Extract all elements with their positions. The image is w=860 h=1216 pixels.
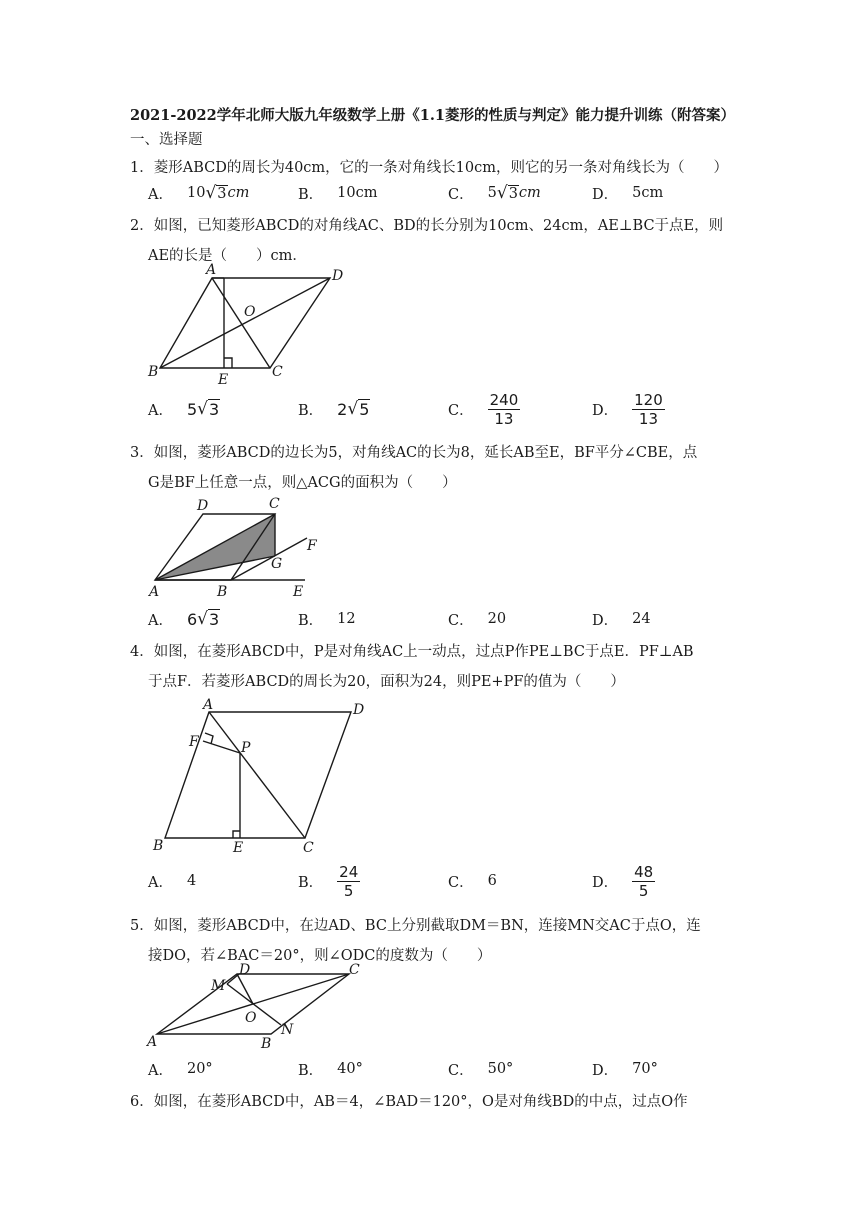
q2-label-e: E [218, 372, 229, 388]
q1-option-b[interactable]: B． 10cm [298, 185, 378, 203]
question-5-options [148, 1052, 748, 1086]
question-4-line2: 于点F．若菱形ABCD的周长为20，面积为24，则PE+PF的值为（ ） [148, 674, 625, 690]
question-2 [130, 214, 730, 264]
q2-option-b[interactable]: B． 2 √ 5 [298, 399, 370, 419]
question-4-options [148, 864, 748, 898]
q4-option-b[interactable]: B． $\frac{24}{5}$ [298, 862, 359, 900]
q4-option-a[interactable]: A． 4 [148, 873, 197, 891]
question-4 [130, 640, 730, 690]
q5-option-a[interactable]: A． 20° [148, 1061, 213, 1079]
q4-label-d: D [353, 702, 365, 718]
q5-label-m: M [211, 978, 226, 994]
q2-label-d: D [332, 268, 344, 284]
q5-label-d: D [239, 962, 251, 978]
figure-q2 [140, 262, 360, 392]
q4-label-p: P [241, 740, 251, 756]
figure-q5 [145, 962, 375, 1052]
question-1 [130, 156, 730, 177]
question-3 [130, 441, 730, 491]
question-2-line2: AE的长是（ ）cm． [148, 248, 307, 264]
question-2-line1: 2．如图，已知菱形ABCD的对角线AC、BD的长分别为10cm、24cm，AE⊥BC于点E，则 [130, 218, 724, 234]
q2-label-c: C [272, 364, 283, 380]
question-4-line1: 4．如图，在菱形ABCD中，P是对角线AC上一动点，过点P作PE⊥BC于点E．PF⊥AB [130, 644, 694, 660]
question-5-line1: 5．如图，菱形ABCD中，在边AD、BC上分别截取DM＝BN，连接MN交AC于点O，连 [130, 918, 701, 934]
q4-label-f: F [189, 734, 199, 750]
figure-q4 [145, 696, 375, 858]
question-5 [130, 914, 730, 964]
question-1-text: 1．菱形ABCD的周长为40cm，它的一条对角线长10cm，则它的另一条对角线长为（ ） [130, 160, 728, 176]
q4-option-d[interactable]: D． $\frac{48}{5}$ [592, 862, 654, 900]
q5-label-b: B [261, 1036, 272, 1052]
q3-label-c: C [269, 496, 280, 512]
q2-label-b: B [148, 364, 159, 380]
q3-label-g: G [271, 556, 283, 572]
question-1-options [148, 176, 748, 210]
q3-label-a: A [149, 584, 160, 600]
q5-option-d[interactable]: D． 70° [592, 1061, 658, 1079]
q3-option-d[interactable]: D． 24 [592, 611, 651, 629]
q4-label-b: B [153, 838, 164, 854]
q5-label-c: C [349, 962, 360, 978]
document-title: 2021-2022学年北师大版九年级数学上册《1.1菱形的性质与判定》能力提升训练（附答案） [130, 107, 735, 124]
q2-label-a: A [206, 262, 217, 278]
question-3-options [148, 602, 748, 636]
q4-label-c: C [303, 840, 314, 856]
q4-label-a: A [203, 697, 214, 713]
q3-option-c[interactable]: C． 20 [448, 611, 507, 629]
question-6 [130, 1090, 730, 1111]
q3-label-d: D [197, 498, 209, 514]
q2-option-a[interactable]: A． 5 √ 3 [148, 399, 220, 419]
q5-label-a: A [147, 1034, 158, 1050]
q3-option-b[interactable]: B． 12 [298, 611, 356, 629]
q2-label-o: O [244, 304, 256, 320]
figure-q3 [145, 494, 345, 602]
q5-label-o: O [245, 1010, 257, 1026]
q4-label-e: E [233, 840, 244, 856]
q3-option-a[interactable]: A． 6 √ 3 [148, 609, 220, 629]
section-heading: 一、选择题 [130, 132, 203, 148]
q5-label-n: N [281, 1022, 294, 1038]
q1-option-a[interactable]: A． 10 √ 3 cm [148, 183, 250, 203]
q5-option-b[interactable]: B． 40° [298, 1061, 363, 1079]
question-2-options [148, 392, 748, 426]
q1-option-d[interactable]: D． 5cm [592, 185, 664, 203]
q2-option-d[interactable]: D． $\frac{120}{13}$ [592, 390, 663, 428]
question-6-line1: 6．如图，在菱形ABCD中，AB＝4，∠BAD＝120°，O是对角线BD的中点，过点O作 [130, 1094, 688, 1110]
question-3-line2: G是BF上任意一点，则△ACG的面积为（ ） [148, 475, 457, 491]
q3-label-b: B [217, 584, 228, 600]
q3-label-e: E [293, 584, 304, 600]
q4-option-c[interactable]: C． 6 [448, 873, 497, 891]
question-5-line2: 接DO，若∠BAC＝20°，则∠ODC的度数为（ ） [148, 948, 492, 964]
q5-option-c[interactable]: C． 50° [448, 1061, 514, 1079]
question-3-line1: 3．如图，菱形ABCD的边长为5，对角线AC的长为8，延长AB至E，BF平分∠CBE，点 [130, 445, 698, 461]
q3-label-f: F [307, 538, 317, 554]
q1-option-c[interactable]: C． 5 √ 3 cm [448, 183, 541, 203]
q2-option-c[interactable]: C． $\frac{240}{13}$ [448, 390, 519, 428]
